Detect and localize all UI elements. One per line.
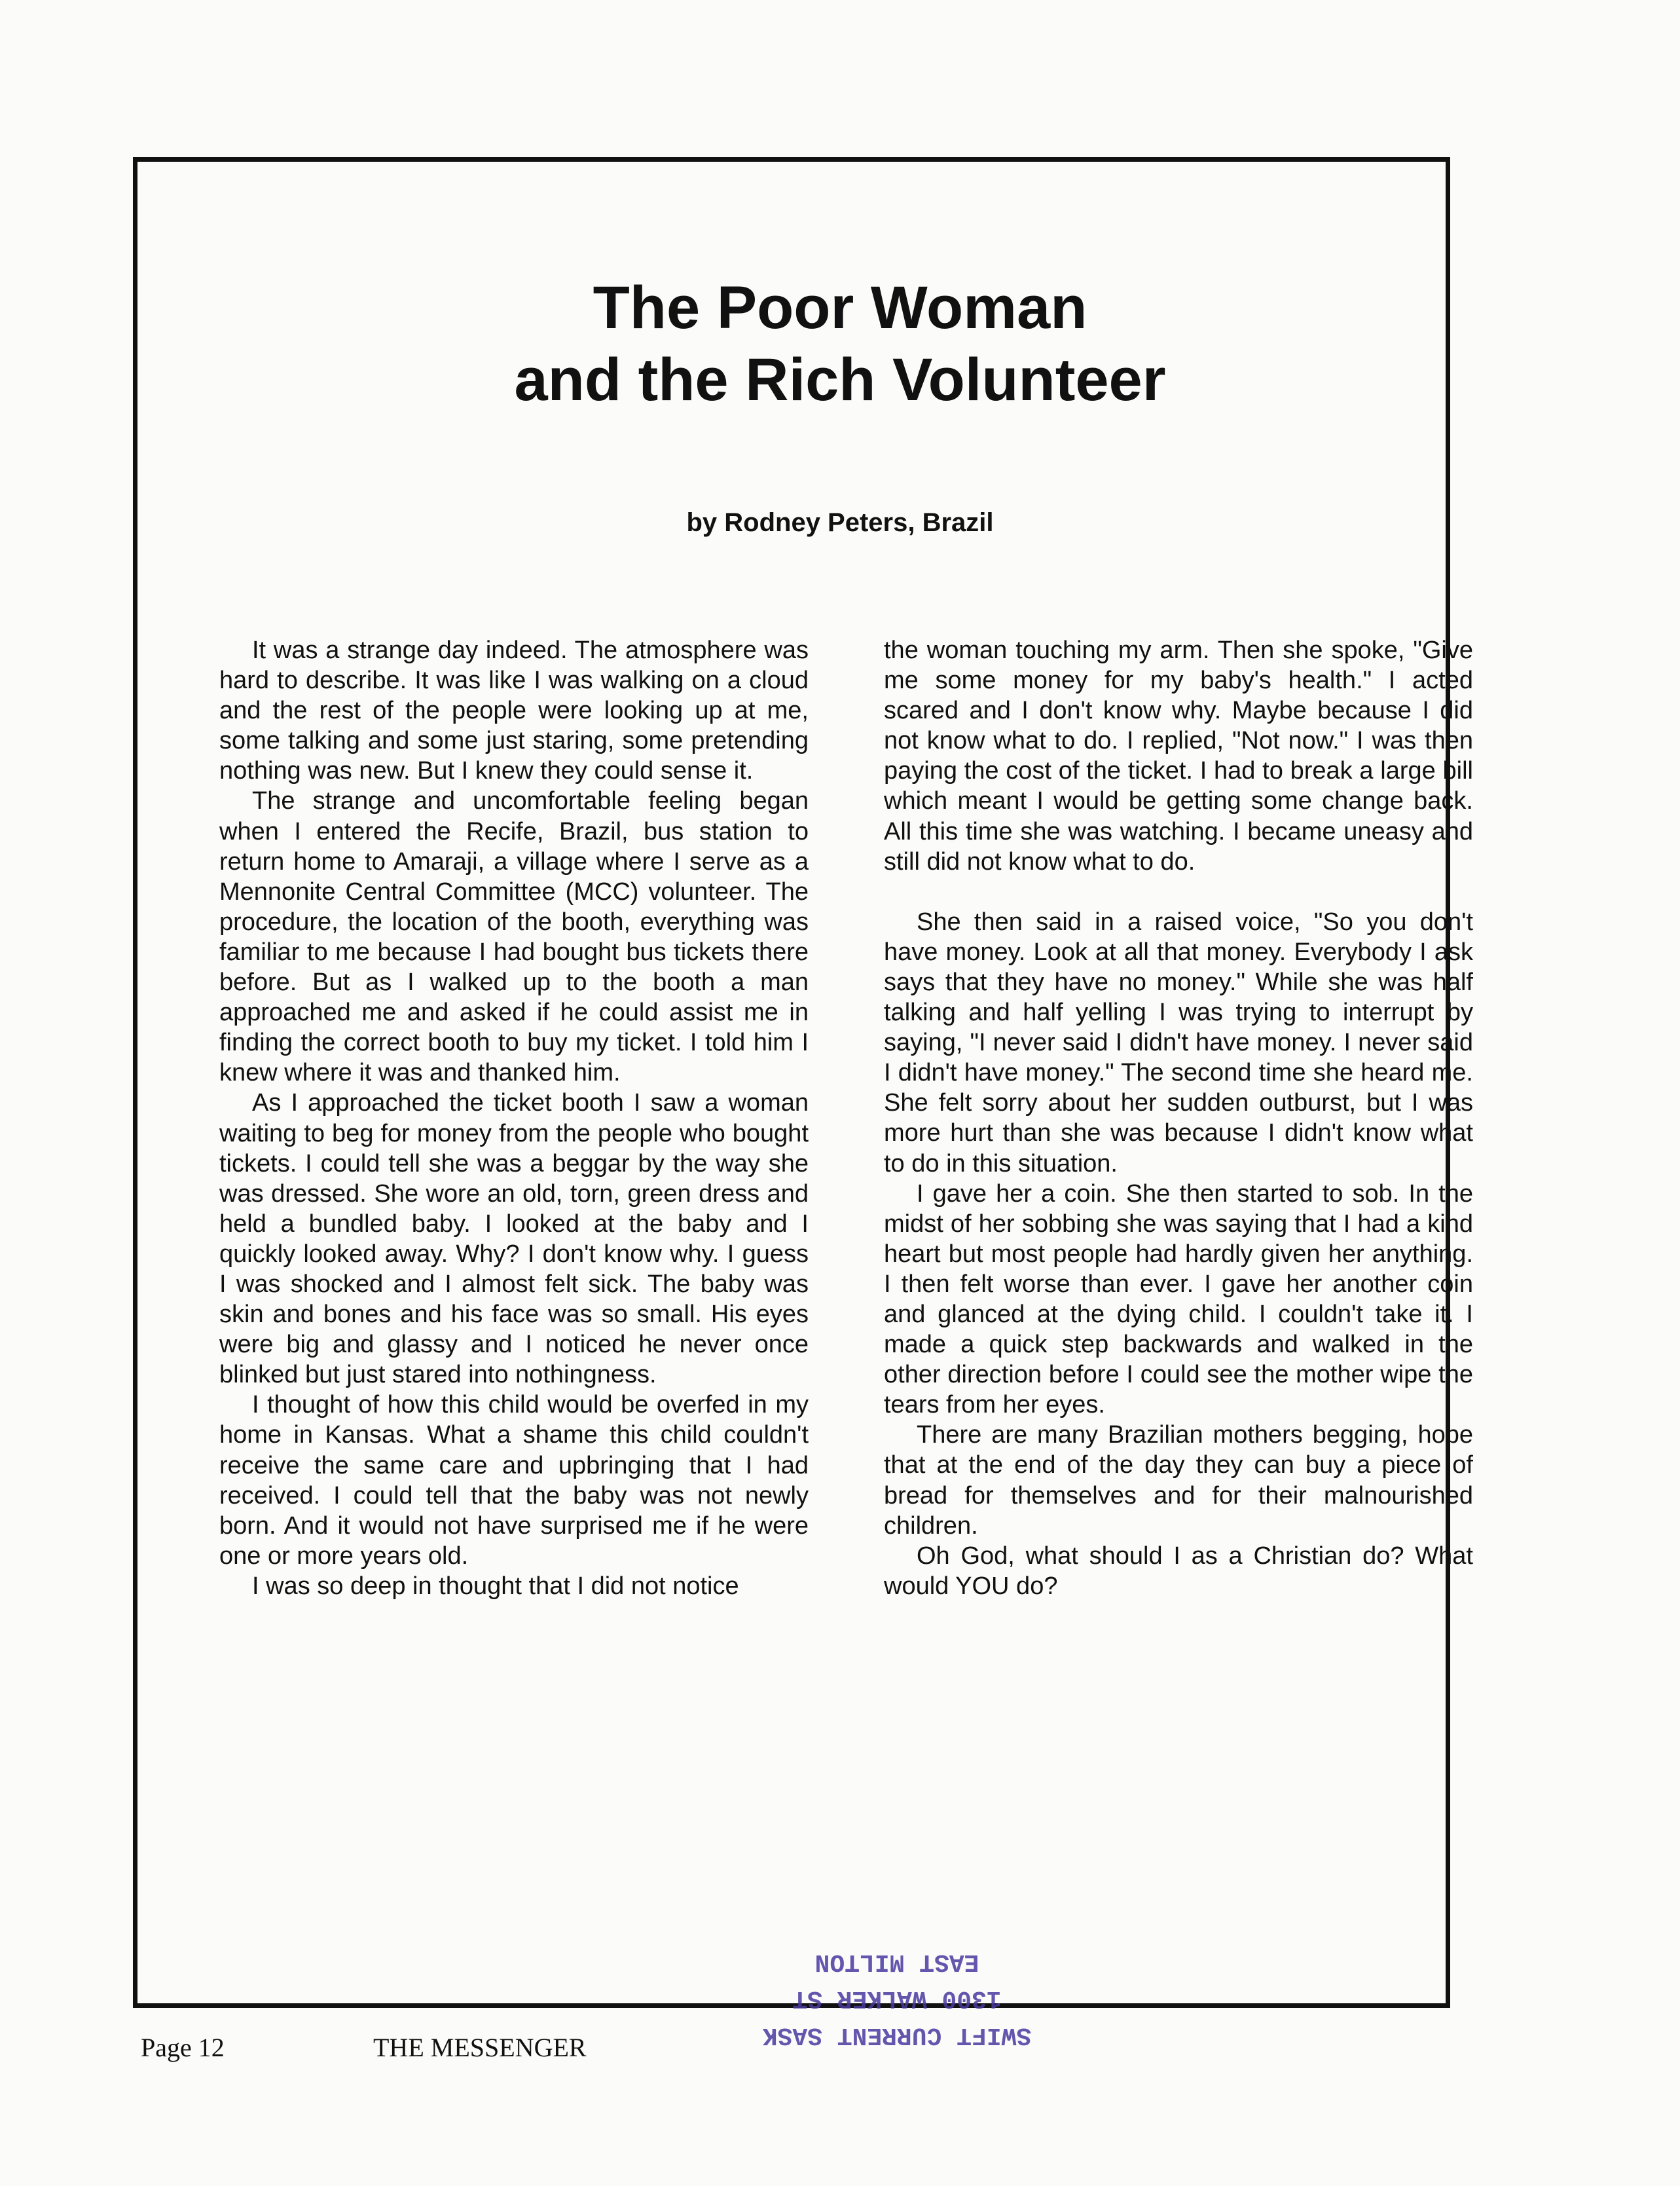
- paragraph: As I approached the ticket booth I saw a woman waiting to beg for money from the people who bought tickets. I could tell she was a beggar by the way she was dressed. She wore an old, torn, green dress and held a bundled baby. I looked at the baby and I quickly looked away. Why? I don't know why. I guess I was shocked and I almost felt sick. The baby was skin and bones and his face was so small. His eyes were big and glassy and I noticed he never once blinked but just stared into nothingness.: [219, 1089, 809, 1389]
- paragraph-continued: the woman touching my arm. Then she spoke, "Give me some money for my baby's health." I acted scared and I don't know why. Maybe because I did not know what to do. I replied, "Not now." I was then paying the cost of the ticket. I had to break a large bill which meant I would be getting some change back. All this time she was watching. I became uneasy and still did not know what to do.: [884, 637, 1473, 876]
- byline: by Rodney Peters, Brazil: [686, 508, 994, 537]
- paragraph: There are many Brazilian mothers begging, hope that at the end of the day they can buy a piece of bread for themselves and for their malnourished children.: [884, 1421, 1473, 1540]
- page-number: Page 12: [141, 2033, 225, 2062]
- stamp-line: EAST MILTON: [814, 1948, 979, 1976]
- stamp-line: 1300 WALKER ST: [792, 1984, 1002, 2012]
- article-title: [0, 272, 1680, 416]
- publication-name: THE MESSENGER: [373, 2033, 587, 2062]
- paragraph: I thought of how this child would be overfed in my home in Kansas. What a shame this child couldn't receive the same care and upbringing that I had received. I could tell that the baby was not newly born. And it would not have surprised me if he were one or more years old.: [219, 1391, 809, 1570]
- paragraph: Oh God, what should I as a Christian do? What would YOU do?: [884, 1542, 1473, 1600]
- paragraph: She then said in a raised voice, "So you don't have money. Look at all that money. Everybody I ask says that they have no money." While she was half talking and half yelling I was trying to interrupt by saying, "I never said I didn't have money. I never said I didn't have money." The second time she heard me. She felt sorry about her sudden outburst, but I was more hurt than she was because I didn't know what to do in this situation.: [884, 908, 1473, 1177]
- stamp-line: SWIFT CURRENT SASK: [762, 2021, 1032, 2049]
- paragraph: It was a strange day indeed. The atmosphere was hard to describe. It was like I was walking on a cloud and the rest of the people were looking up at me, some talking and some just staring, some pretending nothing was new. But I knew they could sense it.: [219, 637, 809, 785]
- title-line-2: and the Rich Volunteer: [514, 346, 1166, 413]
- address-stamp: [727, 1916, 1067, 2053]
- paragraph: The strange and uncomfortable feeling began when I entered the Recife, Brazil, bus station to return home to Amaraji, a village where I serve as a Mennonite Central Committee (MCC) volunteer. The procedure, the location of the booth, everything was familiar to me because I had bought bus tickets there before. But as I walked up to the booth a man approached me and asked if he could assist me in finding the correct booth to buy my ticket. I told him I knew where it was and thanked him.: [219, 787, 809, 1087]
- right-column: [884, 635, 1473, 1601]
- paragraph: I was so deep in thought that I did not notice: [252, 1572, 739, 1600]
- title-line-1: The Poor Woman: [593, 274, 1087, 341]
- paragraph: I gave her a coin. She then started to sob. In the midst of her sobbing she was saying that I had a kind heart but most people had hardly given her anything. I then felt worse than ever. I gave her another coin and glanced at the dying child. I couldn't take it. I made a quick step backwards and walked in the other direction before I could see the mother wipe the tears from her eyes.: [884, 1179, 1473, 1419]
- left-column: [219, 635, 809, 1601]
